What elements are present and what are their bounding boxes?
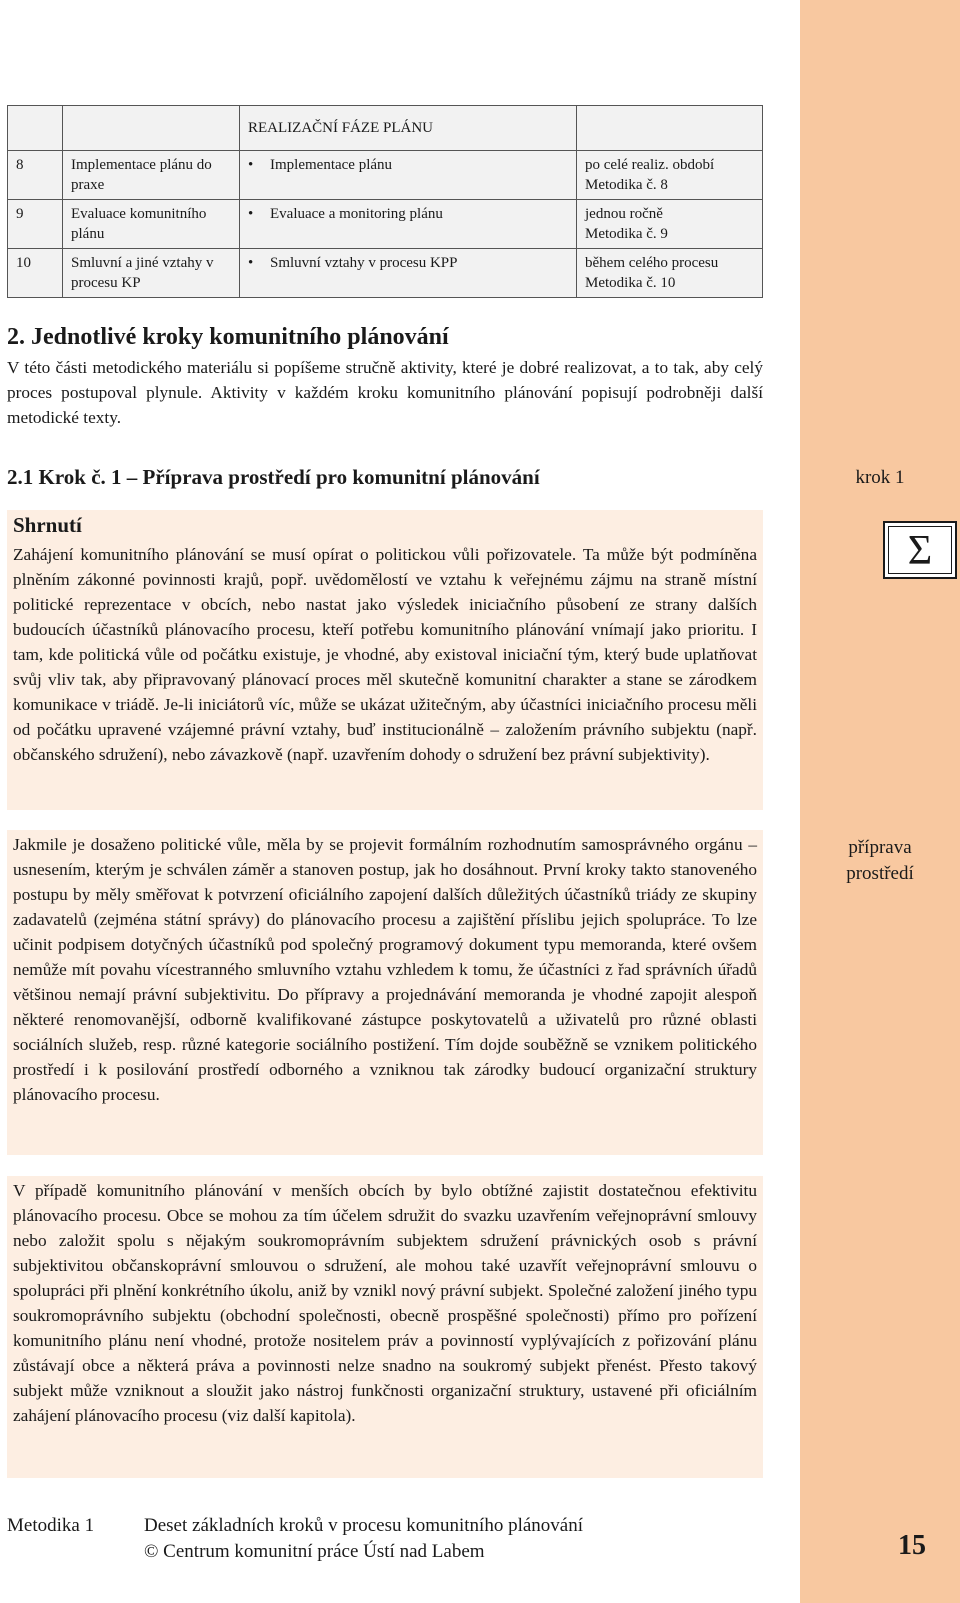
row-step-name: Smluvní a jiné vztahy v procesu KP [63, 249, 240, 298]
row-activity: • Implementace plánu [248, 157, 392, 173]
row-activity: • Evaluace a monitoring plánu [248, 206, 443, 222]
plan-phase-table [7, 105, 763, 298]
row-number: 9 [8, 200, 63, 249]
sigma-icon: Σ [888, 526, 952, 574]
row-method: Metodika č. 8 [585, 177, 668, 193]
summary-sigma-icon [883, 521, 957, 579]
footer-copyright: © Centrum komunitní práce Ústí nad Labem [144, 1541, 485, 1562]
section-heading: 2. Jednotlivé kroky komunitního plánování [7, 324, 449, 350]
row-timing: během celého procesu [585, 255, 719, 271]
row-method: Metodika č. 10 [585, 275, 676, 291]
table-row [8, 151, 763, 200]
table-row [8, 249, 763, 298]
row-timing: jednou ročně [585, 206, 663, 222]
page-number: 15 [898, 1530, 926, 1561]
table-row [8, 200, 763, 249]
footer-series: Metodika 1 [7, 1515, 95, 1536]
subsection-heading: 2.1 Krok č. 1 – Příprava prostředí pro komunitní plánování [7, 465, 540, 489]
row-step-name: Evaluace komunitního plánu [63, 200, 240, 249]
row-number: 10 [8, 249, 63, 298]
margin-note-line1: příprava [848, 837, 912, 858]
step-label: krok 1 [855, 467, 905, 488]
summary-text: Zahájení komunitního plánování se musí opírat o politickou vůli pořizovatele. Ta může být podmíněna plněním zákonné povinnosti krajů, popř. uvědomělostí ve vztahu k veřejnému zájmu na straně místní politické reprezentace v obcích, nebo nastat jako výsledek iniciačního působení ze strany dalších budoucích účastníků plánovacího procesu, kteří potřebu komunitního plánování vnímají jako prioritu. I tam, kde politická vůle od počátku existuje, je vhodné, aby existoval iniciační tým, který bude uplatňovat svůj vliv tak, aby připravovaný plánovací proces měl skutečně komunitní charakter a stane se zárodkem komunikace v triádě. Je-li iniciátorů víc, může se ukázat užitečným, aby účastníci iniciačního procesu měli od počátku upravené vzájemné právní vztahy, buď institucionálně – založením právního subjektu (např. občanského sdružení), nebo závazkově (např. uzavřením dohody o sdružení bez právní subjektivity). [13, 545, 757, 764]
summary-title: Shrnutí [13, 513, 82, 537]
footer-title: Deset základních kroků v procesu komunitního plánování [144, 1515, 584, 1536]
table-header-row [8, 106, 763, 151]
margin-note-line2: prostředí [846, 863, 914, 884]
row-method: Metodika č. 9 [585, 226, 668, 242]
row-activity: • Smluvní vztahy v procesu KPP [248, 255, 458, 271]
row-number: 8 [8, 151, 63, 200]
margin-sidebar [800, 0, 960, 1603]
paragraph-politicka-vule: Jakmile je dosaženo politické vůle, měla by se projevit formálním rozhodnutím samosprávného orgánu – usnesením, kterým je schválen záměr a stanoven postup, jak ho dosáhnout. První kroky takto stanoveného postupu by měly směřovat k potvrzení oficiálního zapojení dalších důležitých účastníků triády ze skupiny zadavatelů (zejména státní správy) do plánovacího procesu a zajištění příslibu jejich spolupráce. To lze učinit podpisem dotyčných účastníků pod společný programový dokument typu memoranda, které ovšem nemůže mít povahu vícestranného smluvního vztahu vzhledem k tomu, že účastníci z řad správních úřadů většinou nemají právní subjektivitu. Do přípravy a projednávání memoranda je vhodné zapojit alespoň některé renomovanější, odborně kvalifikované zástupce poskytovatelů a uživatelů pro různé oblasti sociálních služeb, resp. různé kategorie sociálního postižení. Tím dojde souběžně se vznikem politického prostředí i k posilování prostředí odborného a vzniknou tak zárodky budoucí organizační struktury plánovacího procesu. [7, 830, 763, 1155]
row-timing: po celé realiz. období [585, 157, 715, 173]
paragraph-mensi-obce: V případě komunitního plánování v menších obcích by bylo obtížné zajistit dostatečnou efektivitu plánovacího procesu. Obce se mohou za tím účelem sdružit do svazku uzavřením veřejnoprávní smlouvy nebo založit spolu s nějakým soukromoprávním subjektem sdružení právnických osob s právní subjektivitou občanskoprávní smlouvou o sdružení, ale mohou také uzavřít veřejnoprávní smlouvu o spolupráci při plnění konkrétního úkolu, aniž by vznikl nový právní subjekt. Společné založení jiného typu soukromoprávního subjektu (obchodní společnosti, obecně prospěšné společnosti) přímo pro pořízení komunitního plánu není vhodné, protože nositelem práv a povinností vyplývajících z pořizování plánu zůstávají obce a některá práva a povinnosti nelze snadno na soukromý subjekt přenést. Přesto takový subjekt může vzniknout a sloužit jako nástroj funkčnosti organizační struktury, ustavené při oficiálním zahájení plánovacího procesu (viz další kapitola). [7, 1176, 763, 1478]
summary-box [7, 510, 763, 810]
table-header: REALIZAČNÍ FÁZE PLÁNU [240, 106, 577, 151]
section-intro: V této části metodického materiálu si popíšeme stručně aktivity, které je dobré realizovat, a to tak, aby celý proces postupoval plynule. Aktivity v každém kroku komunitního plánování popisují podrobněji další metodické texty. [7, 358, 763, 427]
row-step-name: Implementace plánu do praxe [63, 151, 240, 200]
